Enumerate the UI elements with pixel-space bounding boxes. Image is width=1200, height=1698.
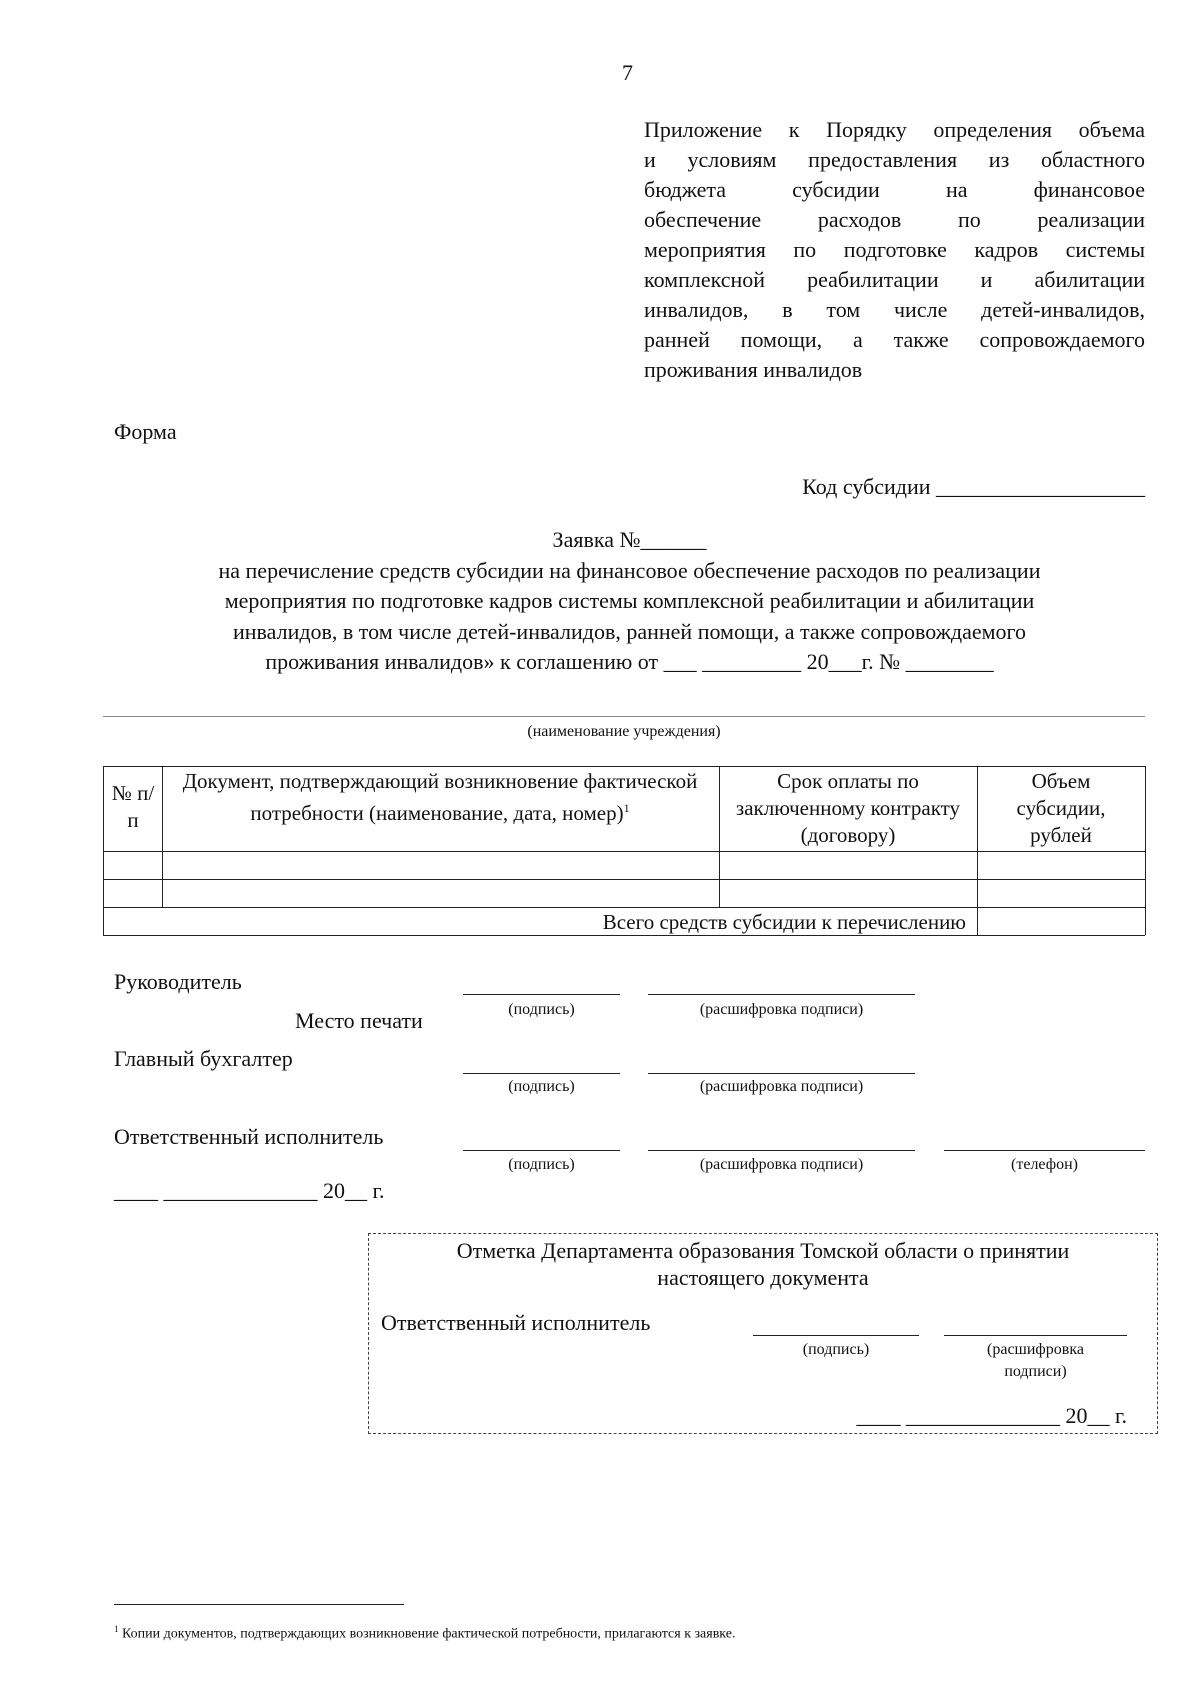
appendix-line: мероприятия по подготовке кадров системы	[644, 237, 1145, 262]
header-subsidy-amount: Объем субсидии, рублей	[1016, 769, 1106, 847]
footnote-mark: 1	[114, 1624, 119, 1634]
total-label: Всего средств субсидии к перечислению	[602, 910, 966, 934]
page-number: 7	[622, 60, 633, 85]
title-line: инвалидов, в том числе детей-инвалидов, ранней помощи, а также сопровождаемого	[232, 619, 1027, 644]
header-document-text: Документ, подтверждающий возникновение фактической потребности (наименование, дата, номер)	[182, 769, 698, 825]
appendix-line: бюджета субсидии на финансовое	[644, 177, 1145, 202]
footnote-separator	[114, 1604, 404, 1605]
box-sign-caption: (подпись)	[802, 1341, 870, 1358]
subsidy-code-field: Код субсидии ___________________	[802, 474, 1145, 499]
header-document	[180, 768, 700, 827]
accountant-label: Главный бухгалтер	[114, 1046, 293, 1071]
date-field: ____ ______________ 20__ г.	[114, 1178, 385, 1203]
header-payment-term: Срок оплаты по заключенному контракту (договору)	[735, 769, 961, 847]
stamp-label: Место печати	[295, 1008, 423, 1033]
appendix-line: проживания инвалидов	[644, 357, 863, 382]
institution-line	[103, 716, 1145, 717]
accountant-sign-line[interactable]	[463, 1073, 620, 1074]
table-row[interactable]	[103, 851, 1145, 879]
title-line: проживания инвалидов» к соглашению от ___ _________ 20___г. № ________	[265, 649, 994, 674]
footnote-mark: 1	[623, 801, 630, 815]
header-number: № п/п	[111, 781, 155, 832]
appendix-line: Приложение к Порядку определения объема	[644, 117, 1145, 142]
head-decode-line[interactable]	[648, 994, 915, 995]
box-title-line: Отметка Департамента образования Томской области о принятии	[456, 1238, 1070, 1263]
footnote	[114, 1620, 735, 1644]
head-label: Руководитель	[114, 969, 242, 994]
footnote-text: Копии документов, подтверждающих возникновение фактической потребности, прилагаются к заявке.	[122, 1626, 736, 1642]
box-executor-label: Ответственный исполнитель	[381, 1310, 651, 1335]
appendix-line: обеспечение расходов по реализации	[644, 207, 1145, 232]
appendix-line: комплексной реабилитации и абилитации	[644, 267, 1145, 292]
accountant-decode-line[interactable]	[648, 1073, 915, 1074]
executor-label: Ответственный исполнитель	[114, 1124, 384, 1149]
head-sign-line[interactable]	[463, 994, 620, 995]
box-title-line: настоящего документа	[657, 1265, 869, 1290]
appendix-line: и условиям предоставления из областного	[644, 147, 1145, 172]
department-acceptance-box	[368, 1233, 1158, 1434]
executor-sign-line[interactable]	[463, 1150, 620, 1151]
decode-caption: (расшифровка подписи)	[699, 1156, 864, 1173]
table-row[interactable]	[103, 879, 1145, 907]
title-line: на перечисление средств субсидии на финансовое обеспечение расходов по реализации	[218, 558, 1041, 583]
appendix-line: инвалидов, в том числе детей-инвалидов,	[644, 297, 1145, 322]
decode-caption: (расшифровка подписи)	[699, 1078, 864, 1095]
executor-phone-line[interactable]	[944, 1150, 1145, 1151]
total-value-cell[interactable]	[977, 907, 1145, 935]
sign-caption: (подпись)	[508, 1078, 575, 1095]
box-sign-line[interactable]	[753, 1335, 919, 1336]
title-line: Заявка №______	[552, 527, 707, 552]
box-decode-line[interactable]	[944, 1335, 1127, 1336]
appendix-line: ранней помощи, а также сопровождаемого	[644, 327, 1145, 352]
title-line: мероприятия по подготовке кадров системы комплексной реабилитации и абилитации	[224, 588, 1035, 613]
phone-caption: (телефон)	[1011, 1156, 1078, 1173]
box-decode-caption: (расшифровка	[987, 1341, 1084, 1358]
box-date-field: ____ ______________ 20__ г.	[856, 1403, 1127, 1428]
institution-caption: (наименование учреждения)	[527, 723, 721, 740]
box-decode-caption: подписи)	[1004, 1363, 1067, 1380]
sign-caption: (подпись)	[508, 1001, 575, 1018]
form-label: Форма	[114, 419, 177, 444]
sign-caption: (подпись)	[508, 1156, 575, 1173]
executor-decode-line[interactable]	[648, 1150, 915, 1151]
decode-caption: (расшифровка подписи)	[699, 1001, 864, 1018]
